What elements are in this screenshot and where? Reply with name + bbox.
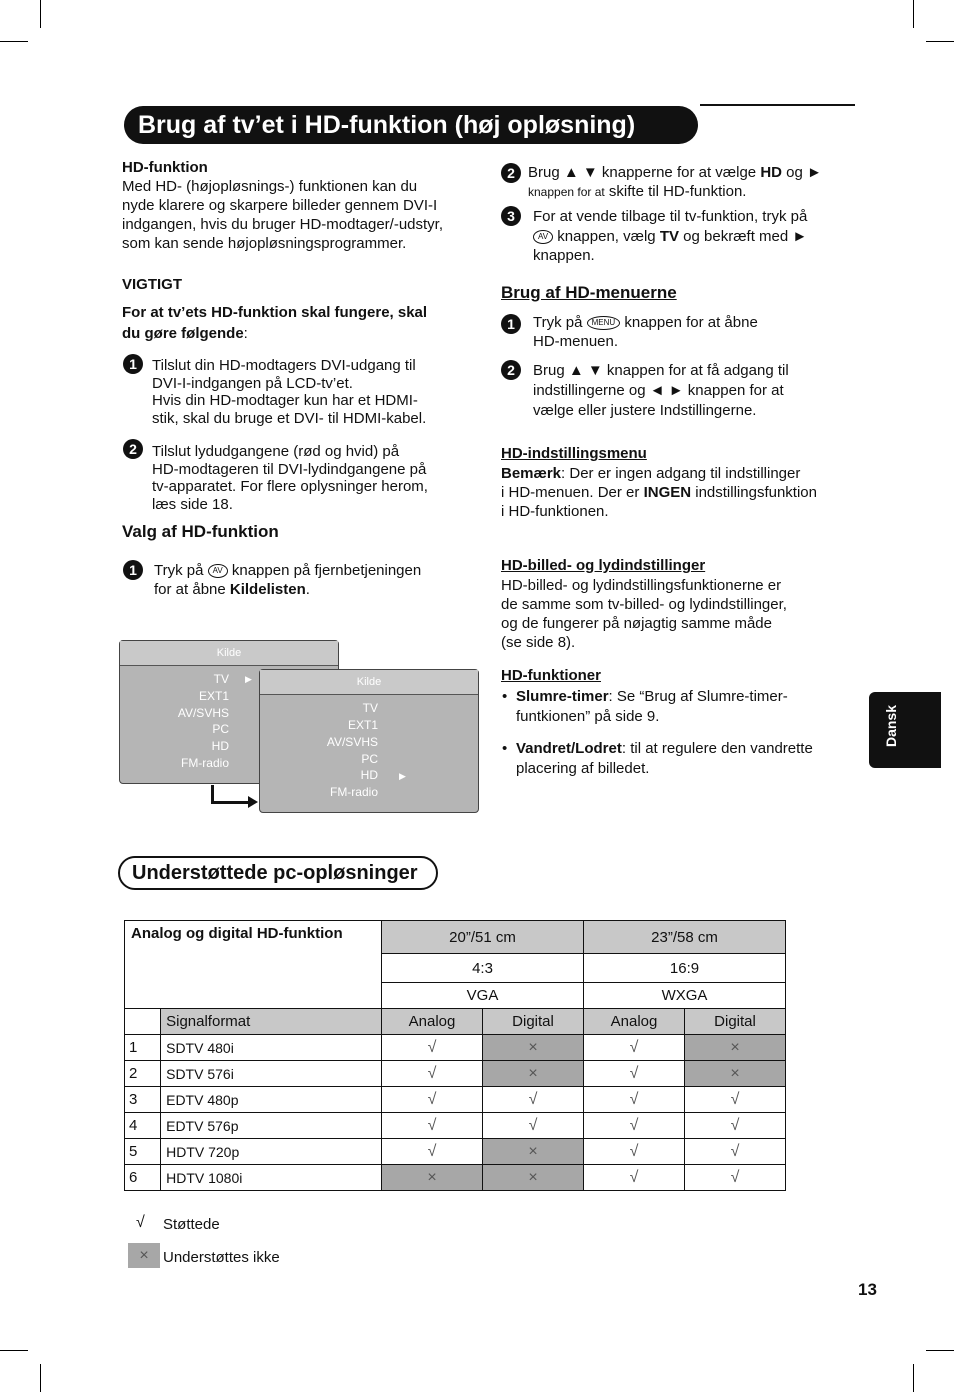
check-icon: √ — [382, 1087, 483, 1113]
menu-item[interactable]: FM-radio — [180, 756, 229, 770]
row-number: 4 — [125, 1113, 161, 1139]
bullet-slumre: Slumre-timer: Se “Brug af Slumre-timer- funtkionen” på side 9. — [516, 688, 788, 725]
ind-text: Bemærk: Der er ingen adgang til indstillinger i HD-menuen. Der er INGEN indstillingsfunktion i HD-funktionen. — [501, 465, 817, 520]
step-number: 2 — [501, 163, 521, 183]
row-number: 3 — [125, 1087, 161, 1113]
signal-format: HDTV 1080i — [161, 1165, 382, 1191]
step-number: 1 — [123, 560, 143, 580]
menu-item[interactable]: EXT1 — [198, 689, 229, 703]
menu-item[interactable]: AV/SVHS — [177, 706, 229, 720]
check-icon: √ — [584, 1165, 685, 1191]
menu-header: Kilde — [260, 670, 478, 695]
section-title: Understøttede pc-opløsninger — [132, 862, 418, 884]
connector-line — [211, 801, 251, 804]
signal-format: EDTV 480p — [161, 1087, 382, 1113]
table-body — [125, 1035, 786, 1191]
arrow-right-icon: ▶ — [245, 674, 252, 684]
signal-format: EDTV 576p — [161, 1113, 382, 1139]
billed-text: HD-billed- og lydindstillingsfunktionerne er de samme som tv-billed- og lydindstillinger, og de fungerer på nøjagtig samme måde (se side 8). — [501, 577, 787, 651]
vigtigt-heading: VIGTIGT — [122, 276, 182, 293]
step2-text: Tilslut lydudgangene (rød og hvid) på HD-modtageren til DVI-lydindgangene på tv-apparatet. For flere oplysninger herom, læs side 18. — [152, 443, 428, 513]
legend-supported: Støttede — [163, 1216, 220, 1233]
menu-item[interactable]: AV/SVHS — [326, 735, 378, 749]
language-tab — [869, 692, 941, 768]
step-number: 2 — [123, 439, 143, 459]
step1-text: Tilslut din HD-modtagers DVI-udgang til DVI-I-indgangen på LCD-tv’et. Hvis din HD-modtager kun har et HDMI- stik, skal du bruge et DVI- til HDMI-kabel. — [152, 357, 427, 427]
size-header: 20”/51 cm — [382, 921, 584, 954]
check-icon: √ — [584, 1061, 685, 1087]
row-number: 2 — [125, 1061, 161, 1087]
table-row — [125, 1165, 786, 1191]
hd-intro: Med HD- (højopløsnings-) funktionen kan du nyde klarere og skarpere billeder gennem DVI-I indgangen, hvis du bruger HD-modtager/-udstyr, som kan sende højopløsningsprogrammer. — [122, 178, 444, 252]
menu-item[interactable]: HD — [211, 739, 229, 753]
bullet: • — [502, 688, 508, 705]
table-row — [125, 1087, 786, 1113]
row-number: 5 — [125, 1139, 161, 1165]
ratio-cell: 4:3 — [382, 954, 584, 983]
menu-item[interactable]: EXT1 — [347, 718, 378, 732]
check-icon: √ — [136, 1214, 145, 1231]
hd-heading: HD-funktion — [122, 159, 208, 176]
menu-heading: Brug af HD-menuerne — [501, 283, 677, 302]
check-icon: √ — [685, 1165, 786, 1191]
cross-icon: × — [128, 1243, 160, 1268]
check-icon: √ — [584, 1035, 685, 1061]
resolution-table — [124, 920, 786, 1191]
menu-button-icon: MENU — [587, 316, 621, 330]
ratio-cell: 16:9 — [584, 954, 786, 983]
signal-header: Signalformat — [161, 1009, 382, 1035]
source-menu-2 — [259, 669, 479, 813]
cross-icon: × — [382, 1165, 483, 1191]
cross-icon: × — [685, 1035, 786, 1061]
bullet: • — [502, 740, 508, 757]
menu-step1: Tryk på MENU knappen for at åbne HD-menuen. — [533, 314, 758, 350]
menu-item[interactable]: TV — [362, 701, 378, 715]
menu-item[interactable]: FM-radio — [329, 785, 378, 799]
res-cell: VGA — [382, 983, 584, 1009]
av-button-icon: AV — [208, 564, 228, 578]
arrow-right-icon — [248, 796, 258, 808]
size-header: 23”/58 cm — [584, 921, 786, 954]
table-corner: Analog og digital HD-funktion — [125, 921, 382, 1009]
cross-icon: × — [483, 1139, 584, 1165]
check-icon: √ — [584, 1139, 685, 1165]
col-header: Digital — [483, 1009, 584, 1035]
check-icon: √ — [382, 1035, 483, 1061]
billed-heading: HD-billed- og lydindstillinger — [501, 557, 706, 574]
check-icon: √ — [685, 1087, 786, 1113]
check-icon: √ — [685, 1113, 786, 1139]
res-cell: WXGA — [584, 983, 786, 1009]
step-number: 2 — [501, 360, 521, 380]
check-icon: √ — [685, 1139, 786, 1165]
cross-icon: × — [685, 1061, 786, 1087]
av-button-icon: AV — [533, 230, 553, 244]
page-title: Brug af tv’et i HD-funktion (høj opløsning) — [138, 111, 636, 139]
legend-unsupported: Understøttes ikke — [163, 1249, 280, 1266]
ind-heading: HD-indstillingsmenu — [501, 445, 647, 462]
check-icon: √ — [584, 1113, 685, 1139]
table-row — [125, 1061, 786, 1087]
menu-item[interactable]: PC — [361, 752, 378, 766]
signal-format: SDTV 480i — [161, 1035, 382, 1061]
menu-item[interactable]: TV — [213, 672, 229, 686]
bullet-vandret: Vandret/Lodret: til at regulere den vandrette placering af billedet. — [516, 740, 813, 777]
right-step2: Brug ▲ ▼ knapperne for at vælge HD og ► knappen for at skifte til HD-funktion. — [528, 164, 822, 200]
arrow-right-icon: ▶ — [399, 771, 406, 781]
cross-icon: × — [483, 1035, 584, 1061]
check-icon: √ — [483, 1087, 584, 1113]
menu-header: Kilde — [120, 641, 338, 666]
funk-heading: HD-funktioner — [501, 667, 601, 684]
col-header: Analog — [584, 1009, 685, 1035]
check-icon: √ — [584, 1087, 685, 1113]
col-header: Analog — [382, 1009, 483, 1035]
signal-format: HDTV 720p — [161, 1139, 382, 1165]
check-icon: √ — [382, 1113, 483, 1139]
step-number: 1 — [123, 354, 143, 374]
check-icon: √ — [483, 1113, 584, 1139]
requirement-text: For at tv’ets HD-funktion skal fungere, skal du gøre følgende: — [122, 304, 428, 342]
col-header: Digital — [685, 1009, 786, 1035]
right-step3: For at vende tilbage til tv-funktion, tryk på AV knappen, vælg TV og bekræft med ► knappen. — [533, 208, 808, 264]
menu-item[interactable]: HD — [360, 768, 378, 782]
valg-step1: Tryk på AV knappen på fjernbetjeningen for at åbne Kildelisten. — [154, 562, 422, 598]
page-number: 13 — [858, 1280, 877, 1299]
menu-step2: Brug ▲ ▼ knappen for at få adgang til indstillingerne og ◄ ► knappen for at vælge eller justere Indstillingerne. — [533, 362, 789, 419]
row-number: 6 — [125, 1165, 161, 1191]
table-row — [125, 1113, 786, 1139]
check-icon: √ — [382, 1061, 483, 1087]
cross-icon: × — [483, 1165, 584, 1191]
cross-icon: × — [483, 1061, 584, 1087]
step-number: 1 — [501, 314, 521, 334]
check-icon: √ — [382, 1139, 483, 1165]
valg-heading: Valg af HD-funktion — [122, 522, 279, 541]
row-number: 1 — [125, 1035, 161, 1061]
table-row — [125, 1139, 786, 1165]
signal-format: SDTV 576i — [161, 1061, 382, 1087]
title-rule — [700, 104, 855, 106]
language-tab-label: Dansk — [883, 704, 899, 748]
menu-item[interactable]: PC — [212, 722, 229, 736]
table-row — [125, 1035, 786, 1061]
step-number: 3 — [501, 206, 521, 226]
